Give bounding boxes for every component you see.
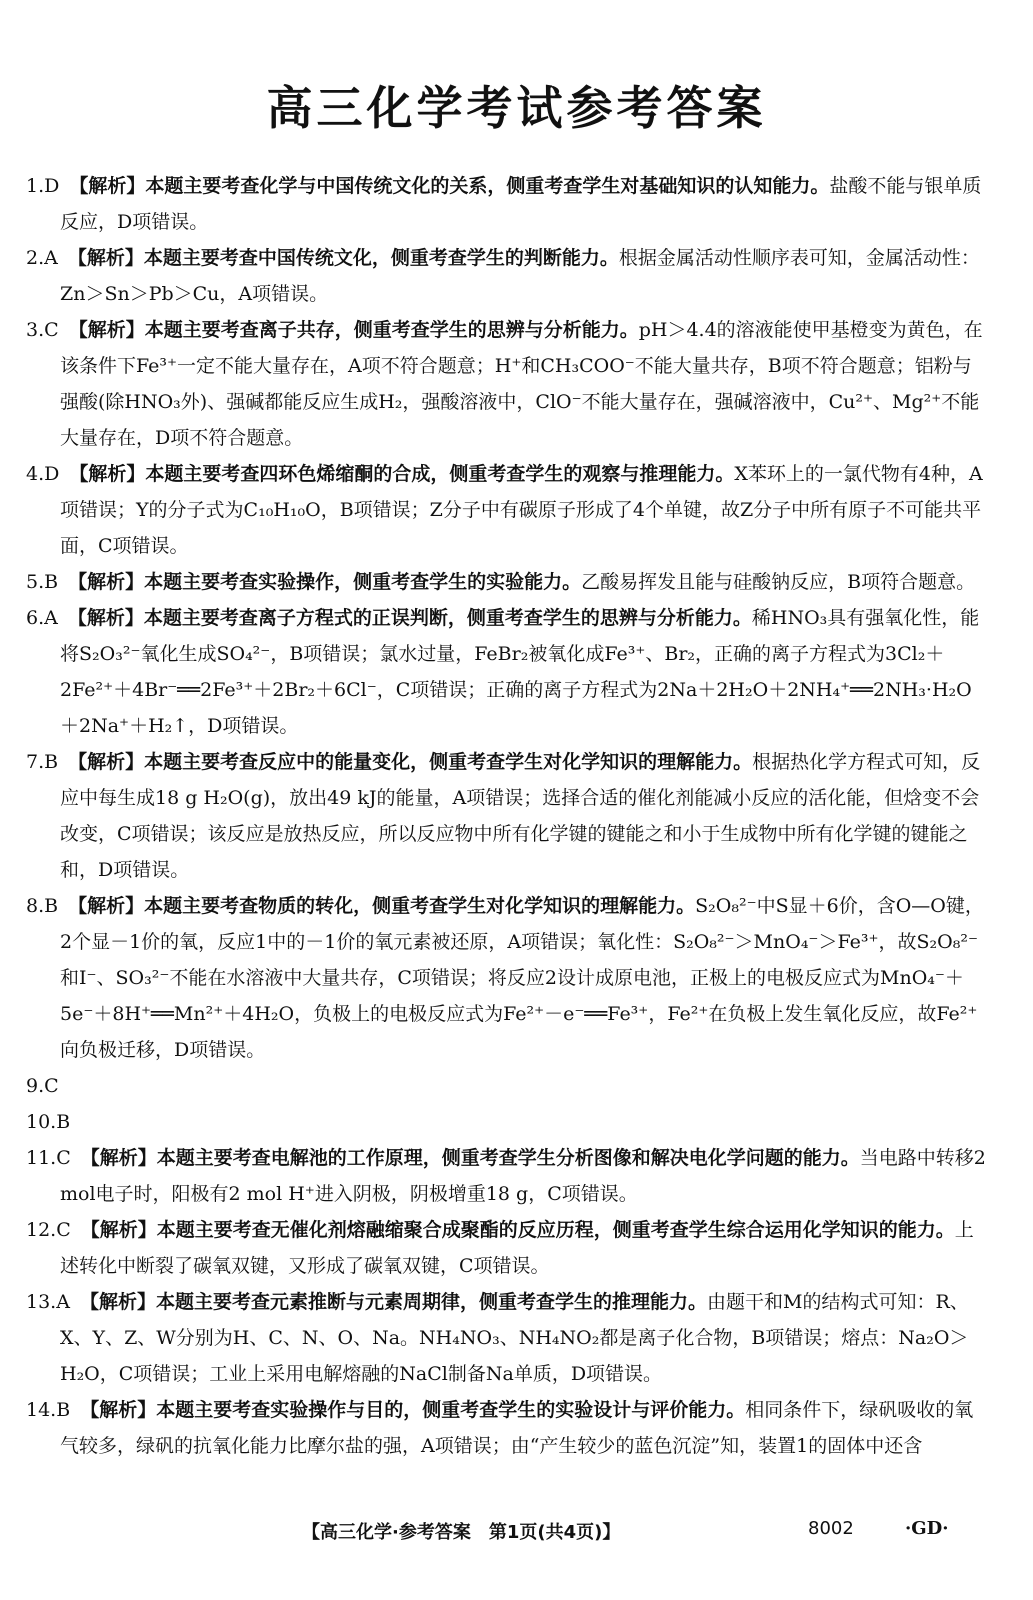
analysis-tag: 【解析】 — [69, 463, 146, 485]
answer-choice: B — [56, 1111, 71, 1133]
analysis-lead: 本题主要考查离子共存，侧重考查学生的思辨与分析能力。 — [144, 319, 639, 341]
footer-region: ·GD· — [905, 1518, 949, 1539]
answer-number: 4. — [26, 463, 45, 485]
analysis-tag: 【解析】 — [67, 247, 144, 269]
answer-choice: D — [44, 463, 60, 485]
analysis-text: X苯环上的一氯代物有4种，A项错误；Y的分子式为C₁₀H₁₀O，B项错误；Z分子中有碳原子形成了4个单键，故Z分子中所有原子不可能共平面，C项错误。 — [60, 463, 983, 557]
answer-item — [26, 1068, 990, 1104]
answer-item — [26, 564, 990, 600]
answer-number: 14. — [26, 1399, 57, 1421]
answer-number: 12. — [26, 1219, 57, 1241]
answer-choice: A — [56, 1291, 70, 1313]
analysis-text: 相同条件下，绿矾吸收的氧气较多，绿矾的抗氧化能力比摩尔盐的强，A项错误；由“产生较少的蓝色沉淀”知，装置1的固体中还含 — [60, 1399, 974, 1457]
answer-number: 2. — [26, 247, 45, 269]
analysis-tag: 【解析】 — [68, 895, 145, 917]
analysis-text: S₂O₈²⁻中S显＋6价，含O—O键，2个显－1价的氧，反应1中的－1价的氧元素被还原，A项错误；氧化性：S₂O₈²⁻＞MnO₄⁻＞Fe³⁺，故S₂O₈²⁻和I⁻、SO₃²⁻不能在水溶液中大量共存，C项错误；将反应2设计成原电池，正极上的电极反应式为MnO₄⁻＋5e⁻＋8H⁺══Mn²⁺＋4H₂O，负极上的电极反应式为Fe²⁺－e⁻══Fe³⁺，Fe²⁺在负极上发生氧化反应，故Fe²⁺向负极迁移，D项错误。 — [60, 895, 984, 1061]
answer-choice: B — [44, 895, 59, 917]
footer-code: 8002 — [808, 1518, 854, 1539]
analysis-text: 根据金属活动性顺序表可知，金属活动性：Zn＞Sn＞Pb＞Cu，A项错误。 — [60, 247, 980, 305]
analysis-lead: 本题主要考查电解池的工作原理，侧重考查学生分析图像和解决电化学问题的能力。 — [156, 1147, 860, 1169]
answer-item — [26, 1284, 990, 1392]
analysis-lead: 本题主要考查元素推断与元素周期律，侧重考查学生的推理能力。 — [155, 1291, 707, 1313]
analysis-tag: 【解析】 — [68, 751, 145, 773]
answer-item — [26, 1104, 990, 1140]
answer-number: 8. — [26, 895, 45, 917]
analysis-tag: 【解析】 — [79, 1291, 156, 1313]
analysis-lead: 本题主要考查实验操作，侧重考查学生的实验能力。 — [144, 571, 582, 593]
answer-number: 13. — [26, 1291, 57, 1313]
answer-item — [26, 1140, 990, 1212]
analysis-text: 盐酸不能与银单质反应，D项错误。 — [60, 175, 982, 233]
analysis-text: 由题干和M的结构式可知：R、X、Y、Z、W分别为H、C、N、O、Na。NH₄NO₃、NH₄NO₂都是离子化合物，B项错误；熔点：Na₂O＞H₂O，C项错误；工业上采用电解熔融的NaCl制备Na单质，D项错误。 — [60, 1291, 969, 1385]
answer-item — [26, 240, 990, 312]
analysis-lead: 本题主要考查实验操作与目的，侧重考查学生的实验设计与评价能力。 — [156, 1399, 746, 1421]
answer-number: 3. — [26, 319, 45, 341]
analysis-tag: 【解析】 — [67, 607, 144, 629]
answer-number: 11. — [26, 1147, 57, 1169]
analysis-lead: 本题主要考查化学与中国传统文化的关系，侧重考查学生对基础知识的认知能力。 — [145, 175, 830, 197]
answer-choice: B — [44, 571, 59, 593]
answer-number: 5. — [26, 571, 45, 593]
analysis-tag: 【解析】 — [68, 571, 145, 593]
analysis-text: 根据热化学方程式可知，反应中每生成18 g H₂O(g)，放出49 kJ的能量，A项错误；选择合适的催化剂能减小反应的活化能，但焓变不会改变，C项错误；该反应是放热反应，所以反应物中所有化学键的键能之和小于生成物中所有化学键的键能之和，D项错误。 — [60, 751, 981, 881]
answer-number: 1. — [26, 175, 45, 197]
answer-number: 7. — [26, 751, 45, 773]
footer-page-info: 【高三化学·参考答案 第1页(共4页)】 — [302, 1522, 621, 1543]
answer-item — [26, 168, 990, 240]
analysis-lead: 本题主要考查离子方程式的正误判断，侧重考查学生的思辨与分析能力。 — [143, 607, 752, 629]
answer-item — [26, 1392, 990, 1464]
answer-item — [26, 1212, 990, 1284]
answer-choice: C — [56, 1147, 71, 1169]
answer-number: 10. — [26, 1111, 57, 1133]
analysis-lead: 本题主要考查中国传统文化，侧重考查学生的判断能力。 — [143, 247, 619, 269]
analysis-tag: 【解析】 — [69, 175, 146, 197]
analysis-lead: 本题主要考查物质的转化，侧重考查学生对化学知识的理解能力。 — [144, 895, 696, 917]
answer-choice: D — [44, 175, 60, 197]
answer-number: 6. — [26, 607, 45, 629]
answer-choice: C — [44, 319, 59, 341]
answer-item — [26, 888, 990, 1068]
answer-number: 9. — [26, 1075, 45, 1097]
answer-choice: B — [44, 751, 59, 773]
analysis-lead: 本题主要考查无催化剂熔融缩聚合成聚酯的反应历程，侧重考查学生综合运用化学知识的能力。 — [156, 1219, 955, 1241]
answer-choice: C — [44, 1075, 59, 1097]
answer-choice: A — [44, 247, 58, 269]
answer-item — [26, 600, 990, 744]
analysis-text: 上述转化中断裂了碳氧双键，又形成了碳氧双键，C项错误。 — [60, 1219, 974, 1277]
page-title: 高三化学考试参考答案 — [266, 81, 767, 135]
analysis-text: pH＞4.4的溶液能使甲基橙变为黄色，在该条件下Fe³⁺一定不能大量存在，A项不符合题意；H⁺和CH₃COO⁻不能大量共存，B项不符合题意；铝粉与强酸(除HNO₃外)、强碱都能反应生成H₂，强酸溶液中，ClO⁻不能大量存在，强碱溶液中，Cu²⁺、Mg²⁺不能大量存在，D项不符合题意。 — [60, 319, 983, 449]
analysis-text: 当电路中转移2 mol电子时，阳极有2 mol H⁺进入阴极，阴极增重18 g，C项错误。 — [60, 1147, 986, 1205]
answer-item — [26, 456, 990, 564]
analysis-tag: 【解析】 — [80, 1219, 157, 1241]
answer-list — [26, 168, 990, 1464]
analysis-tag: 【解析】 — [68, 319, 145, 341]
answer-choice: A — [44, 607, 58, 629]
analysis-tag: 【解析】 — [80, 1399, 157, 1421]
analysis-text: 乙酸易挥发且能与硅酸钠反应，B项符合题意。 — [581, 571, 976, 593]
analysis-lead: 本题主要考查反应中的能量变化，侧重考查学生对化学知识的理解能力。 — [144, 751, 753, 773]
analysis-tag: 【解析】 — [80, 1147, 157, 1169]
answer-choice: C — [56, 1219, 71, 1241]
answer-item — [26, 312, 990, 456]
analysis-lead: 本题主要考查四环色烯缩酮的合成，侧重考查学生的观察与推理能力。 — [145, 463, 735, 485]
answer-choice: B — [56, 1399, 71, 1421]
answer-item — [26, 744, 990, 888]
analysis-text: 稀HNO₃具有强氧化性，能将S₂O₃²⁻氧化生成SO₄²⁻，B项错误；氯水过量，FeBr₂被氧化成Fe³⁺、Br₂，正确的离子方程式为3Cl₂＋2Fe²⁺＋4Br⁻══2Fe³⁺＋2Br₂＋6Cl⁻，C项错误；正确的离子方程式为2Na＋2H₂O＋2NH₄⁺══2NH₃·H₂O＋2Na⁺＋H₂↑，D项错误。 — [60, 607, 980, 737]
